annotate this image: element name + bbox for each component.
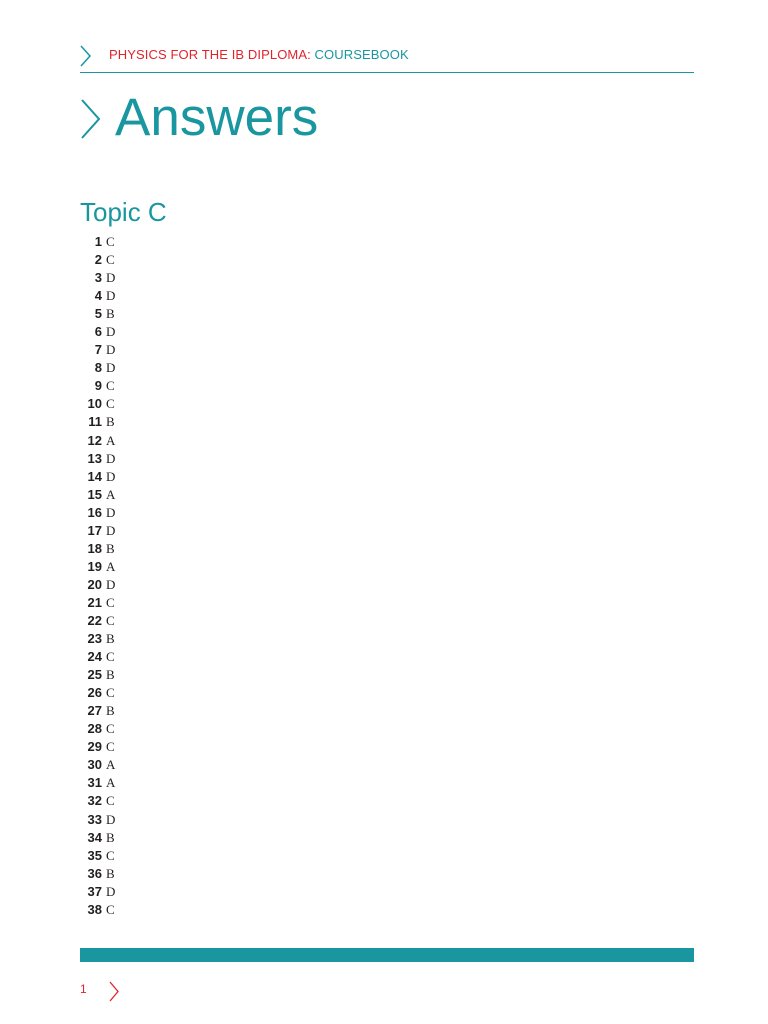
answer-letter: B — [106, 306, 115, 322]
answer-item — [80, 269, 280, 287]
answer-letter: D — [106, 450, 116, 466]
answer-item — [80, 738, 280, 756]
answer-item — [80, 847, 280, 865]
answer-letter: A — [106, 775, 116, 791]
answer-item — [80, 395, 280, 413]
answer-item — [80, 233, 280, 251]
answer-letter: D — [106, 811, 116, 827]
answer-item — [80, 702, 280, 720]
answer-number: 26 — [87, 685, 102, 701]
answer-letter: D — [106, 288, 116, 304]
answer-letter: D — [106, 522, 116, 538]
answer-item — [80, 612, 280, 630]
answer-letter: C — [106, 234, 115, 249]
answer-item — [80, 540, 280, 558]
answer-number: 33 — [87, 811, 102, 827]
answer-letter: C — [106, 739, 115, 755]
answer-number: 28 — [87, 721, 102, 737]
answer-letter: C — [106, 649, 115, 665]
book-title-main: PHYSICS FOR THE IB DIPLOMA: — [109, 47, 311, 62]
answer-number: 29 — [87, 739, 102, 755]
answer-letter: D — [106, 883, 116, 899]
answer-number: 35 — [87, 847, 102, 863]
answer-number: 27 — [87, 703, 102, 719]
answer-item — [80, 594, 280, 612]
answer-item — [80, 811, 280, 829]
answer-item — [80, 377, 280, 395]
answer-number: 7 — [94, 342, 102, 358]
answer-item — [80, 792, 280, 810]
answer-item — [80, 684, 280, 702]
answer-number: 22 — [87, 612, 102, 628]
answer-letter: D — [106, 576, 116, 592]
answer-number: 20 — [87, 576, 102, 592]
answer-letter: B — [106, 865, 115, 881]
answer-number: 19 — [87, 558, 102, 574]
answer-letter: D — [106, 324, 116, 340]
answer-item — [80, 883, 280, 901]
answer-item — [80, 486, 280, 504]
answer-letter: C — [106, 612, 115, 628]
answer-letter: A — [106, 486, 116, 502]
answer-number: 5 — [94, 306, 102, 322]
page-number: 1 — [80, 982, 87, 996]
answer-letter: A — [106, 432, 116, 448]
answer-number: 36 — [87, 865, 102, 881]
answer-item — [80, 865, 280, 883]
answer-letter: B — [106, 703, 115, 719]
answer-item — [80, 504, 280, 522]
answer-letter: B — [106, 667, 115, 683]
answer-letter: D — [106, 270, 116, 286]
answer-letter: B — [106, 540, 115, 556]
answer-number: 8 — [94, 360, 102, 376]
answer-letter: D — [106, 360, 116, 376]
answer-number: 10 — [87, 396, 102, 412]
answer-number: 21 — [87, 594, 102, 610]
answer-item — [80, 829, 280, 847]
answer-number: 15 — [87, 486, 102, 502]
answer-item — [80, 432, 280, 450]
answer-number: 1 — [94, 234, 102, 249]
answer-number: 11 — [88, 414, 102, 430]
answer-item — [80, 774, 280, 792]
answer-letter: D — [106, 504, 116, 520]
answer-number: 37 — [87, 883, 102, 899]
answer-number: 17 — [87, 522, 102, 538]
answer-item — [80, 576, 280, 594]
answer-item — [80, 287, 280, 305]
answer-letter: C — [106, 721, 115, 737]
running-header — [80, 42, 694, 73]
book-title — [109, 47, 409, 62]
answer-list — [80, 233, 280, 919]
section-title: Topic C — [80, 197, 167, 227]
answer-number: 25 — [87, 667, 102, 683]
answer-item — [80, 901, 280, 919]
answer-number: 18 — [87, 540, 102, 556]
answer-item — [80, 323, 280, 341]
answer-letter: B — [106, 414, 115, 430]
answer-number: 34 — [87, 829, 102, 845]
footer-bar — [80, 948, 694, 962]
answer-item — [80, 630, 280, 648]
answer-number: 32 — [87, 793, 102, 809]
chevron-right-icon — [109, 981, 120, 1002]
answer-letter: C — [106, 793, 115, 809]
answer-number: 9 — [94, 378, 102, 394]
answer-item — [80, 251, 280, 269]
answer-item — [80, 558, 280, 576]
answer-letter: C — [106, 901, 115, 917]
answer-letter: D — [106, 342, 116, 358]
answer-letter: C — [106, 252, 115, 268]
answer-number: 23 — [87, 631, 102, 647]
answer-item — [80, 648, 280, 666]
answer-item — [80, 305, 280, 323]
answer-number: 31 — [87, 775, 102, 791]
answer-item — [80, 756, 280, 774]
answer-number: 24 — [87, 649, 102, 665]
answer-number: 6 — [94, 324, 102, 340]
answer-item — [80, 468, 280, 486]
answer-item — [80, 341, 280, 359]
answer-number: 2 — [94, 252, 102, 268]
answer-item — [80, 450, 280, 468]
answer-letter: A — [106, 757, 116, 773]
chevron-right-icon — [80, 98, 102, 140]
answer-number: 3 — [94, 270, 102, 286]
answer-letter: D — [106, 468, 116, 484]
answer-item — [80, 522, 280, 540]
book-title-kind: COURSEBOOK — [310, 47, 409, 62]
answer-item — [80, 666, 280, 684]
answer-item — [80, 359, 280, 377]
answer-letter: B — [106, 829, 115, 845]
answer-item — [80, 413, 280, 431]
answer-letter: C — [106, 594, 115, 610]
answer-number: 14 — [87, 468, 102, 484]
answer-letter: A — [106, 558, 116, 574]
page-title: Answers — [115, 88, 319, 147]
chevron-right-icon — [80, 45, 92, 67]
answer-letter: C — [106, 847, 115, 863]
answer-letter: C — [106, 685, 115, 701]
answer-letter: C — [106, 396, 115, 412]
answer-number: 38 — [87, 901, 102, 917]
answer-letter: B — [106, 631, 115, 647]
answer-number: 12 — [87, 432, 102, 448]
answer-number: 4 — [94, 288, 102, 304]
answer-number: 30 — [87, 757, 102, 773]
answer-letter: C — [106, 378, 115, 394]
answer-item — [80, 720, 280, 738]
answer-number: 13 — [87, 450, 102, 466]
answer-number: 16 — [87, 504, 102, 520]
